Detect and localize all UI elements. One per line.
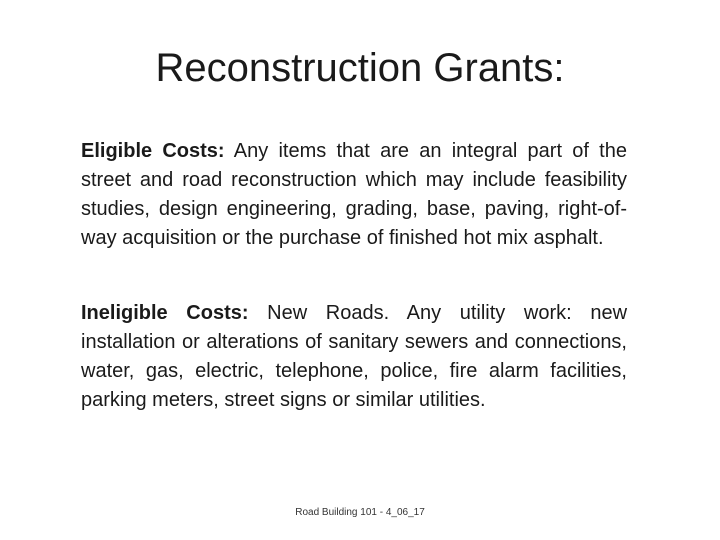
ineligible-costs-label: Ineligible Costs: xyxy=(81,302,249,324)
ineligible-costs-paragraph xyxy=(81,299,627,415)
eligible-costs-paragraph xyxy=(81,137,627,253)
slide-footer: Road Building 101 - 4_06_17 xyxy=(295,507,425,518)
eligible-costs-label: Eligible Costs: xyxy=(81,140,225,162)
eligible-costs-text: Any items that are an integral part of the street and road reconstruction which may include feasibility studies, design engineering, grading, base, paving, right-of-way acquisition or the purchase of finished hot mix asphalt. xyxy=(81,140,627,249)
ineligible-costs-text: New Roads. Any utility work: new installation or alterations of sanitary sewers and connections, water, gas, electric, telephone, police, fire alarm facilities, parking meters, street signs or similar utilities. xyxy=(81,302,628,411)
slide-title: Reconstruction Grants: xyxy=(155,46,565,90)
